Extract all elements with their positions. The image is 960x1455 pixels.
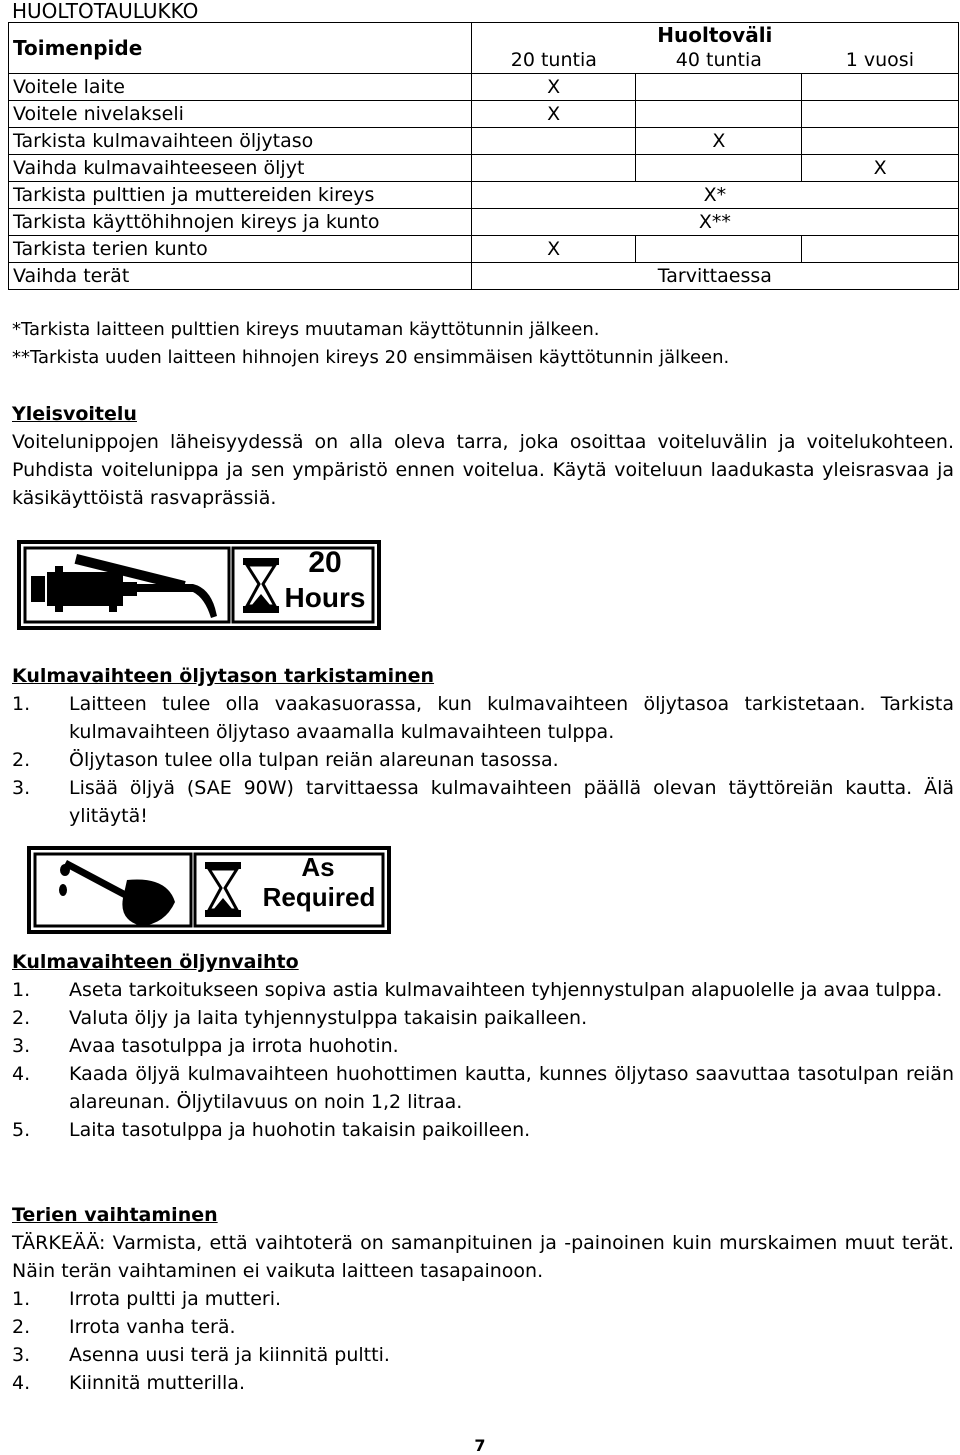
step-number: 1. [12, 1288, 31, 1310]
step-text: Irrota vanha terä. [69, 1316, 236, 1338]
step-text: Lisää öljyä (SAE 90W) tarvittaessa kulmavaihteen päällä olevan täyttöreiän kautta. Älä ylitäytä! [69, 777, 954, 827]
cell-1y [802, 74, 959, 101]
step-number: 2. [12, 1007, 31, 1029]
step-number: 4. [12, 1063, 31, 1085]
step-number: 2. [12, 1316, 31, 1338]
cell-1y [802, 101, 959, 128]
cell-40h [636, 236, 802, 263]
cell-20h: X [471, 74, 636, 101]
oil-change-steps [12, 976, 954, 1144]
row-action: Voitele nivelakseli [9, 101, 472, 128]
blades-text: TÄRKEÄÄ: Varmista, että vaihtoterä on samanpituinen ja -painoinen kuin murskaimen muut terät. Näin terän vaihtaminen ei vaikuta laitteen tasapainoon. [12, 1232, 954, 1282]
list-item [12, 1341, 954, 1369]
column-1y: 1 vuosi [802, 47, 959, 74]
cell-1y: X [802, 155, 959, 182]
step-number: 3. [12, 777, 31, 799]
pictogram-interval-unit: Hours [284, 582, 366, 613]
cell-span: X* [471, 182, 958, 209]
step-text: Avaa tasotulppa ja irrota huohotin. [69, 1035, 399, 1057]
list-item [12, 1032, 954, 1060]
list-item [12, 690, 954, 746]
document-title: HUOLTOTAULUKKO [12, 0, 199, 23]
footnote-belts: **Tarkista uuden laitteen hihnojen kireys 20 ensimmäisen käyttötunnin jälkeen. [12, 347, 730, 368]
oil-check-steps [12, 690, 954, 830]
list-item [12, 976, 954, 1004]
row-action: Voitele laite [9, 74, 472, 101]
list-item [12, 774, 954, 830]
list-item [12, 1369, 954, 1397]
table-row [9, 155, 959, 182]
cell-1y [802, 128, 959, 155]
lubrication-text: Voitelunippojen läheisyydessä on alla oleva tarra, joka osoittaa voiteluvälin ja voitelukohteen. Puhdista voitelunippa ja sen ympäristö ennen voitelua. Käytä voiteluun laadukasta yleisrasvaa ja käsikäyttöistä rasvaprässiä. [12, 431, 954, 509]
cell-20h [471, 155, 636, 182]
table-header-row [9, 23, 959, 48]
step-text: Laita tasotulppa ja huohotin takaisin paikoilleen. [69, 1119, 531, 1141]
list-item [12, 1060, 954, 1116]
maintenance-table [8, 22, 959, 290]
step-text: Aseta tarkoitukseen sopiva astia kulmavaihteen tyhjennystulpan alapuolelle ja avaa tulppa. [69, 979, 943, 1001]
table-row [9, 101, 959, 128]
step-number: 4. [12, 1372, 31, 1394]
cell-span: X** [471, 209, 958, 236]
list-item [12, 1285, 954, 1313]
row-action: Vaihda terät [9, 263, 472, 290]
header-interval: Huoltoväli [471, 23, 958, 48]
table-row [9, 236, 959, 263]
list-item [12, 1116, 954, 1144]
section-heading-blades: Terien vaihtaminen [12, 1204, 218, 1226]
section-heading-oil-check: Kulmavaihteen öljytason tarkistaminen [12, 665, 435, 687]
row-action: Tarkista terien kunto [9, 236, 472, 263]
cell-40h [636, 74, 802, 101]
footnote-bolts: *Tarkista laitteen pulttien kireys muutaman käyttötunnin jälkeen. [12, 319, 600, 340]
step-number: 1. [12, 693, 31, 715]
cell-20h: X [471, 236, 636, 263]
step-text: Valuta öljy ja laita tyhjennystulppa takaisin paikalleen. [69, 1007, 588, 1029]
step-number: 2. [12, 749, 31, 771]
row-action: Vaihda kulmavaihteeseen öljyt [9, 155, 472, 182]
step-text: Kaada öljyä kulmavaihteen huohottimen kautta, kunnes öljytaso saavuttaa tasotulpan reiän alareunan. Öljytilavuus on noin 1,2 litraa. [69, 1063, 954, 1113]
section-heading-lubrication: Yleisvoitelu [12, 403, 137, 425]
step-text: Asenna uusi terä ja kiinnitä pultti. [69, 1344, 390, 1366]
lubrication-pictogram [17, 540, 381, 635]
step-number: 3. [12, 1035, 31, 1057]
pictogram-interval-unit: Required [262, 882, 376, 912]
step-number: 3. [12, 1344, 31, 1366]
step-text: Kiinnitä mutterilla. [69, 1372, 245, 1394]
step-text: Laitteen tulee olla vaakasuorassa, kun kulmavaihteen öljytasoa tarkistetaan. Tarkista kulmavaihteen öljytaso avaamalla kulmavaihteen tulppa. [69, 693, 954, 743]
step-text: Irrota pultti ja mutteri. [69, 1288, 282, 1310]
cell-20h [471, 128, 636, 155]
table-row [9, 182, 959, 209]
cell-span: Tarvittaessa [471, 263, 958, 290]
cell-40h [636, 155, 802, 182]
header-action: Toimenpide [9, 23, 472, 74]
pictogram-interval-value: 20 [308, 546, 342, 579]
step-number: 1. [12, 979, 31, 1001]
row-action: Tarkista käyttöhihnojen kireys ja kunto [9, 209, 472, 236]
column-20h: 20 tuntia [471, 47, 636, 74]
cell-1y [802, 236, 959, 263]
row-action: Tarkista kulmavaihteen öljytaso [9, 128, 472, 155]
row-action: Tarkista pulttien ja muttereiden kireys [9, 182, 472, 209]
table-row [9, 128, 959, 155]
table-row [9, 263, 959, 290]
cell-20h: X [471, 101, 636, 128]
cell-40h [636, 101, 802, 128]
section-heading-oil-change: Kulmavaihteen öljynvaihto [12, 951, 299, 973]
table-row [9, 209, 959, 236]
column-40h: 40 tuntia [636, 47, 802, 74]
list-item [12, 1004, 954, 1032]
table-row [9, 74, 959, 101]
oil-pictogram [27, 846, 391, 939]
step-number: 5. [12, 1119, 31, 1141]
pictogram-interval-value: As [301, 852, 335, 882]
list-item [12, 746, 954, 774]
cell-40h: X [636, 128, 802, 155]
step-text: Öljytason tulee olla tulpan reiän alareunan tasossa. [69, 749, 559, 771]
list-item [12, 1313, 954, 1341]
blades-steps [12, 1285, 954, 1397]
page-number: 7 [474, 1436, 486, 1455]
